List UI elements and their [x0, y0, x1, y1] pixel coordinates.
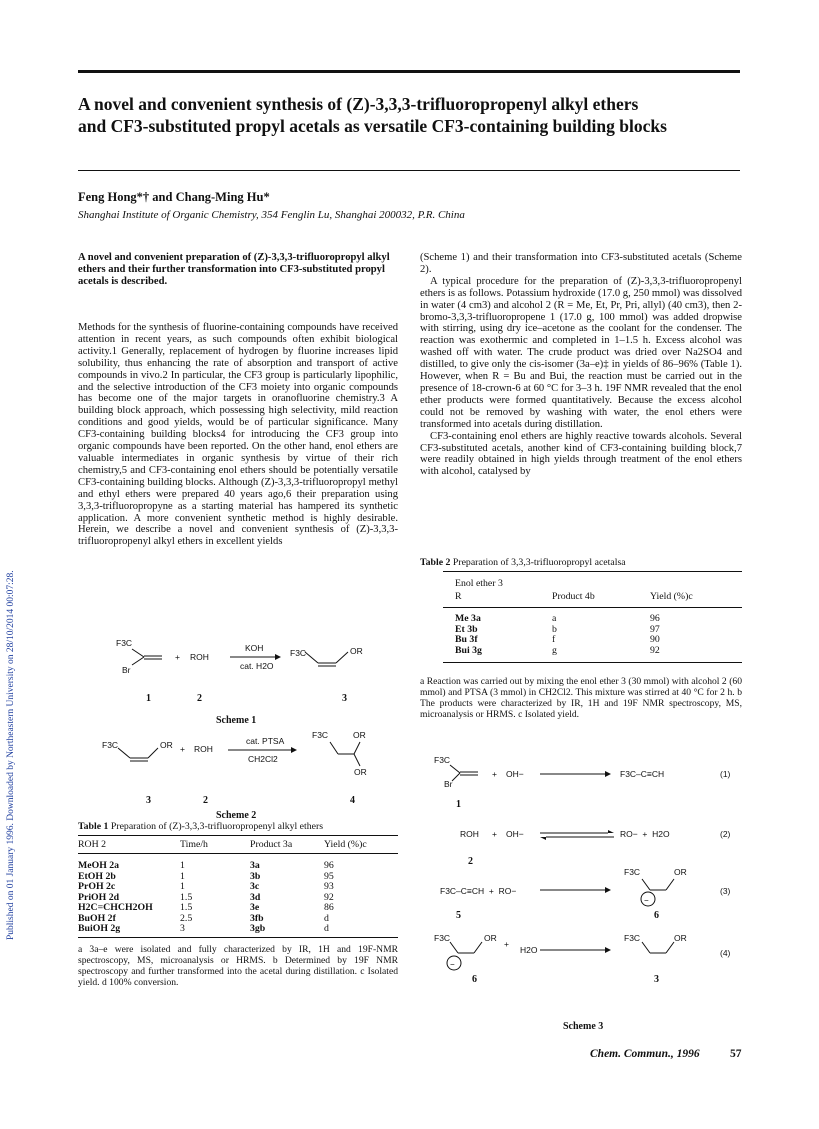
table-cell: Me 3a [455, 613, 481, 624]
table-cell: 1 [180, 881, 185, 892]
table-2-footnote: a Reaction was carried out by mixing the enol ether 3 (30 mmol) with alcohol 2 (60 mmol) and PTSA (3 mmol) in CH2Cl2. This mixture was stirred at 40 °C for 2 h. b The products were characterized by IR, 1H and 19F NMR spectroscopy, MS, microanalysis or HRMS. c Isolated yield. [420, 676, 742, 720]
right-body-text [420, 252, 742, 478]
column-header: ROH 2 [78, 839, 107, 850]
table-row [78, 924, 398, 935]
table-cell: d [324, 923, 329, 934]
table-row [455, 635, 735, 646]
scheme-3-label: Scheme 3 [563, 1021, 604, 1032]
compound-number: 4 [350, 795, 355, 806]
table-row [455, 646, 735, 657]
side-note: Published on 01 January 1996. Downloaded by Northeastern University on 28/10/2014 00:07:28. [6, 570, 16, 940]
table-cell: EtOH 2b [78, 870, 116, 882]
table-cell: 97 [650, 623, 660, 635]
table-2-rule [443, 662, 742, 663]
table-cell: Bui 3g [455, 644, 482, 656]
table-cell: 95 [324, 870, 334, 882]
abstract: A novel and convenient preparation of (Z)-3,3,3-trifluoropropyl alkyl ethers and their further transformation into CF3-substituted propyl acetals is described. [78, 252, 390, 287]
table-2-rule [443, 607, 742, 608]
top-rule [78, 70, 740, 73]
column-header: Yield (%)c [324, 839, 367, 850]
table-cell: 1 [180, 870, 185, 882]
table-cell: 3gb [250, 923, 266, 934]
paragraph: CF3-containing enol ethers are highly reactive towards alcohols. Several CF3-substituted acetals, another kind of CF3-containing building block,7 were readily obtained in high yields through treatment of the enol ethers with alcohol, catalysed by [420, 430, 742, 478]
table-1-rule [78, 835, 398, 836]
table-cell: 96 [650, 613, 660, 624]
table-1-rule [78, 937, 398, 938]
table-1 [78, 839, 398, 850]
scheme-1-label: Scheme 1 [216, 715, 257, 726]
scheme-1: F3C Br + ROH KOH cat. H2O F3C OR [100, 636, 400, 686]
table-cell: PrOH 2c [78, 881, 116, 892]
column-header: R [455, 591, 462, 602]
table-cell: 3d [250, 891, 261, 903]
table-cell: 92 [650, 644, 660, 656]
table-cell: 3e [250, 902, 260, 913]
table-1-body [78, 861, 398, 935]
journal-footer: Chem. Commun., 1996 [590, 1048, 700, 1060]
article-title: A novel and convenient synthesis of (Z)-3,3,3-trifluoropropenyl alkyl ethers and CF3-substituted propyl acetals as versatile CF3-containing building blocks [78, 94, 667, 136]
column-header: Product 4b [552, 591, 595, 602]
table-cell: a [552, 613, 557, 624]
table-cell: 92 [324, 891, 334, 903]
table-cell: 1 [180, 860, 185, 871]
table-cell: 3c [250, 881, 260, 892]
table-cell: 93 [324, 881, 334, 892]
svg-text:−: − [450, 960, 455, 969]
scheme-2-label: Scheme 2 [216, 810, 257, 821]
compound-number: 3 [342, 693, 347, 704]
title-rule [78, 170, 740, 171]
table-1-rule [78, 853, 398, 854]
page-number: 57 [730, 1048, 742, 1060]
table-cell: 3b [250, 870, 261, 882]
table-row [78, 872, 398, 883]
table-cell: d [324, 912, 329, 924]
column-header: Enol ether 3 [455, 578, 503, 589]
compound-number: 2 [197, 693, 202, 704]
compound-number: 2 [203, 795, 208, 806]
paragraph: (Scheme 1) and their transformation into CF3-substituted acetals (Scheme 2). [420, 252, 742, 275]
column-header: Time/h [180, 839, 208, 850]
table-2-rule [443, 571, 742, 572]
scheme-3: − − F3C Br + OH− F3C–C≡CH (1) 1 ROH + OH− RO− + H2O (2) 2 F3C–C≡CH + RO− F3C OR (3) 5 6 F3C OR + H2O F3C OR (4) 6 3 [430, 755, 745, 1025]
compound-number: 1 [146, 693, 151, 704]
table-cell: BuiOH 2g [78, 923, 121, 934]
scheme-2: F3C OR + ROH cat. PTSA CH2Cl2 F3C OR OR [98, 728, 398, 788]
table-row [78, 882, 398, 893]
table-row [455, 625, 735, 636]
column-header: Product 3a [250, 839, 293, 850]
authors: Feng Hong*† and Chang-Ming Hu* [78, 190, 270, 204]
table-1-caption: Table 1 Preparation of (Z)-3,3,3-trifluoropropenyl alkyl ethers [78, 821, 324, 832]
table-cell: H2C=CHCH2OH [78, 902, 153, 913]
table-row [455, 614, 735, 625]
paragraph: A typical procedure for the preparation of (Z)-3,3,3-trifluoropropenyl ethers is as follows. Potassium hydroxide (17.0 g, 250 mmol) was dissolved in water (4 cm3) and alcohol 2 (R = Me, Et, Pr, Pri, allyl) (40 cm3), then 2-bromo-3,3,3-trifluoropropene 1 (17.0 g, 100 mmol) was added dropwise with stirring, using dry ice–acetone as the coolant for the condenser. The reaction was exothermic and completed in 1–1.5 h. Excess alcohol was washed off with water. The crude product was dried over Na2SO4 and distilled, to give only the cis-isomer (3a–e)‡ in yields of 86–96% (Table 1). However, when R = Bu and Bui, the reaction must be carried out in the presence of 18-crown-6 at 60 °C for 3–3 h. 19F NMR revealed that the enol ether products were formed quantitatively. Because the excess alcohol could not be removed by washing with water, the enol ethers were transformed into acetals during distillation. [420, 275, 742, 430]
table-cell: b [552, 623, 557, 635]
table-row [78, 903, 398, 914]
compound-number: 3 [146, 795, 151, 806]
table-cell: 1.5 [180, 902, 193, 913]
table-cell: PriOH 2d [78, 891, 120, 903]
table-cell: 86 [324, 902, 334, 913]
left-body-text: Methods for the synthesis of fluorine-containing compounds have received attention in recent years, as such compounds often exhibit biological activity.1 Generally, replacement of hydrogen by fluorine increases lipid solubility, thus enhancing the rate of absorption and transport of active compounds in vivo.2 In particular, the CF3 group is particularly lipophilic, and the selective introduction of the CF3 moiety into organic compounds has become one of the major targets in oranofluorine chemistry.3 A building block approach, which possessing high selectivity, mild reaction conditions and good yields, would be of particular significance. Many CF3-containing building blocks4 for introducing the CF3 group into organic compounds have been reported. On the other hand, enol ethers are valuable intermediates in organic synthesis by virtue of their rich chemistry,5 and CF3-containing enol ethers should be potentially versatile CF3-containing building blocks. Although (Z)-3,3,3-trifluoropropyl methyl and ethyl ethers were prepared 40 years ago,6 their preparation using 3,3,3-trifluoropropyne as a starting material has hampered its synthetic application. A more convenient synthetic method is highly desirable. Herein, we describe a novel and convenient synthesis of (Z)-3,3,3-trifluoropropenyl alkyl ethers in excellent yields [78, 322, 398, 548]
table-cell: Et 3b [455, 623, 478, 635]
table-row [78, 914, 398, 925]
table-2-body [455, 614, 735, 656]
table-cell: 90 [650, 634, 660, 645]
table-1-footnote: a 3a–e were isolated and fully characterized by IR, 1H and 19F-NMR spectroscopy, MS, microanalysis or HRMS. b Determined by 19F NMR spectroscopy and further transformed into the acetal during distillation. c Isolated yield. d 100% conversion. [78, 944, 398, 988]
svg-text:−: − [644, 896, 649, 905]
table-cell: 3fb [250, 912, 264, 924]
table-cell: 3 [180, 923, 185, 934]
table-cell: 2.5 [180, 912, 193, 924]
table-row [78, 861, 398, 872]
table-cell: g [552, 644, 557, 656]
table-cell: Bu 3f [455, 634, 478, 645]
affiliation: Shanghai Institute of Organic Chemistry, 354 Fenglin Lu, Shanghai 200032, P.R. China [78, 209, 465, 221]
table-cell: 96 [324, 860, 334, 871]
table-cell: MeOH 2a [78, 860, 120, 871]
table-2-header [455, 591, 735, 602]
table-cell: BuOH 2f [78, 912, 116, 924]
column-header: Yield (%)c [650, 591, 693, 602]
table-cell: 3a [250, 860, 260, 871]
table-cell: 1.5 [180, 891, 193, 903]
table-2-caption: Table 2 Preparation of 3,3,3-trifluoropropyl acetalsa [420, 557, 626, 568]
table-cell: f [552, 634, 556, 645]
